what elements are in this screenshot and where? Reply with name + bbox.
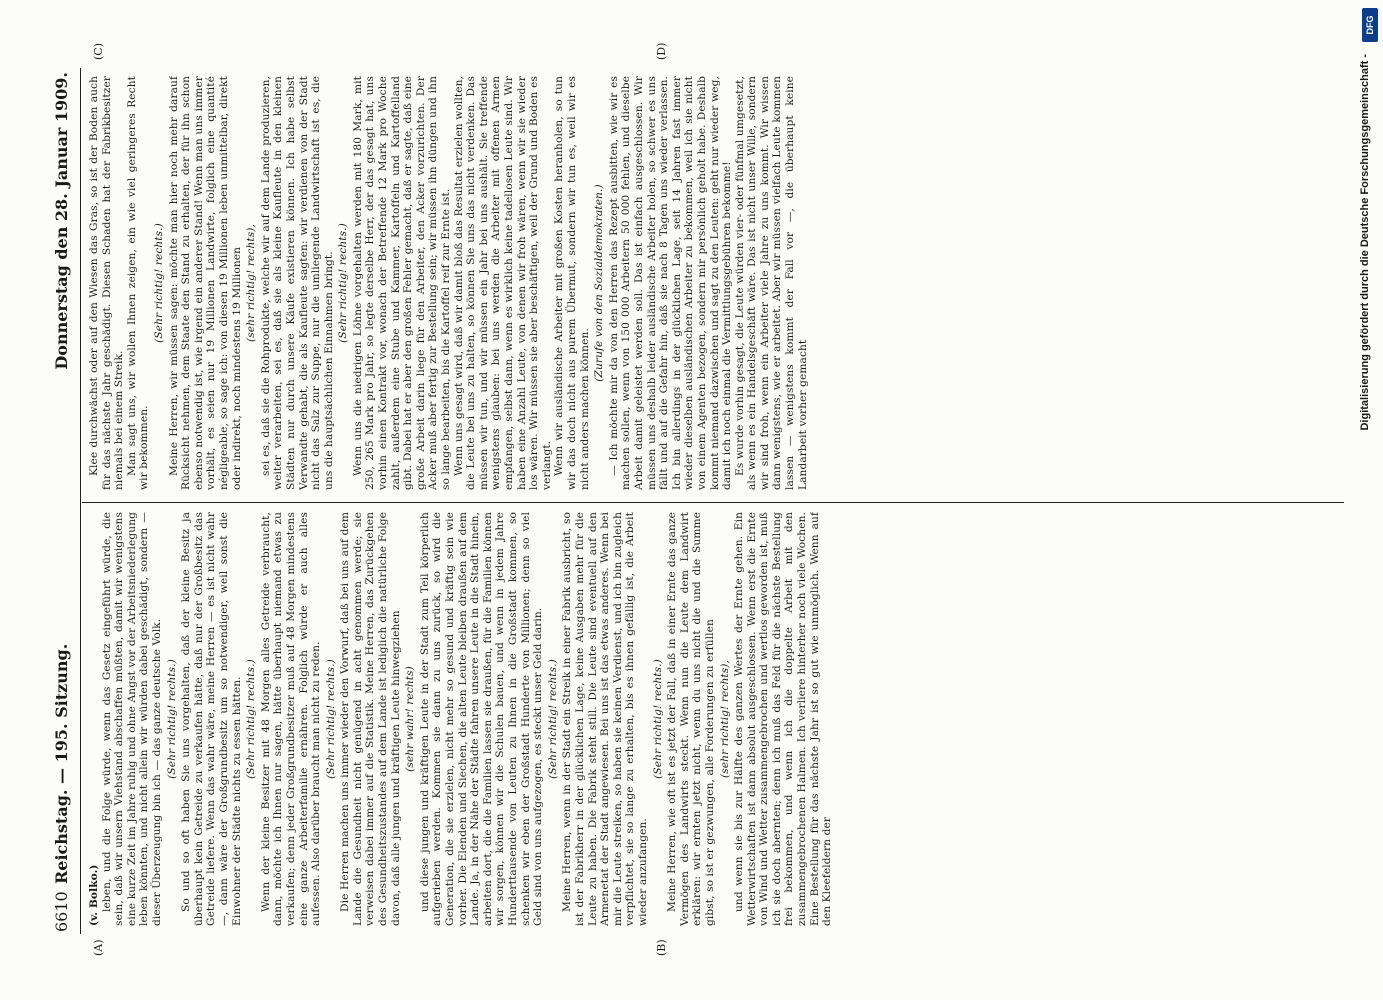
margin-letter-c: (C) bbox=[92, 43, 105, 60]
paragraph: Meine Herren, wenn in der Stadt ein Streik in einer Fabrik ausbricht, so ist der Fabrikherr in der glücklichen Lage, keine Ausgaben mehr für die Leute zu haben. Die Fabrik steht still. Die Leute sind eventuell auf den Armenetat der Stadt angewiesen. Bei uns ist das etwas anderes. Wenn bei mir die Leute streiken, so haben sie keinen Verdienst, und ich bin zugleich verpflichtet, sie so lange zu erhalten, bis es ihnen gefällig ist, die Arbeit wieder anzufangen. bbox=[561, 512, 649, 926]
interjection: (sehr wahr! rechts) bbox=[404, 666, 417, 772]
paragraph: Wenn uns die niedrigen Löhne vorgehalten werden mit 180 Mark, mit 250, 265 Mark pro Jahr, so legte derselbe Herr, der das gesagt hat, uns vorhin einen Kontrakt vor, wonach der Betreffende 12 Mark pro Woche zahlt, außerdem eine Stube und Kammer, Kartoffeln und Kartoffelland gibt. Dabei hat er aber den großen Fehler gemacht, daß er sagte, daß eine große Arbeit darin liege für den Arbeiter, den Acker vorzurichten. Der Acker muß aber fertig zur Bestellung sein; wir müssen ihn düngen und ihn so lange bearbeiten, bis die Kartoffel reif zur Ernte ist. bbox=[351, 76, 453, 490]
paragraph: So und so oft haben Sie uns vorgehalten, daß der kleine Besitz ja überhaupt kein Getreide zu verkaufen hätte, daß nur der Großbesitz das Getreide liefere. Wenn das wahr wäre, meine Herren — es ist nicht wahr —, dann wäre der Großgrundbesitz um so notwendiger, weil sonst die Einwohner der Städte nichts zu essen hätten. bbox=[180, 512, 243, 926]
paragraph: Wenn der kleine Besitzer mit 48 Morgen alles Getreide verbraucht, dann, möchte ich Ihnen nur sagen, hätte überhaupt niemand etwas zu verkaufen; denn jeder Großgrundbesitzer muß auf 48 Morgen mindestens eine ganze Arbeiterfamilie ernähren. Folglich würde er auch alles aufessen. Also darüber braucht man nicht zu reden. bbox=[259, 512, 323, 926]
interjection: (Zurufe von den Sozialdemokraten.) bbox=[593, 184, 606, 382]
interjection: (Sehr richtig! rechts.) bbox=[651, 659, 664, 779]
interjection: (sehr richtig! rechts), bbox=[718, 660, 731, 778]
margin-letter-b: (B) bbox=[655, 939, 668, 956]
page-header bbox=[52, 72, 76, 932]
interjection: (Sehr richtig! rechts.) bbox=[546, 659, 559, 779]
paragraph: Klee durchwächst oder auf den Wiesen das Gras, so ist der Boden auch für das nächste Jahr geschädigt. Diesen Schaden hat der Fabrikbesitzer niemals bei einem Streik. bbox=[88, 76, 126, 490]
right-column bbox=[88, 76, 1338, 490]
paragraph: Wenn wir ausländische Arbeiter mit großen Kosten heranholen, so tun wir das doch nicht aus purem Übermut, sondern wir tun es, weil wir es nicht anders machen können. bbox=[553, 76, 591, 490]
paragraph: Es wurde vorhin gesagt, die Leute würden vier- oder fünfmal umgesetzt, als wenn es ein Handelsgeschäft wäre. Das ist nicht unser Wille, sondern wir sind froh, wenn ein Arbeiter viele Jahre zu uns kommt. Wir wissen dann wenigstens, wie er arbeitet. Aber wir müssen vielfach Leute kommen lassen — wenigstens kommt der Fall vor —, die überhaupt keine Landarbeit vorher gemacht bbox=[733, 76, 809, 490]
paragraph: sei es, daß sie die Rohprodukte, welche wir auf dem Lande produzieren, weiter verarbeiten, sei es, daß sie als kleine Kaufleute in den kleinen Städten nur durch unsere Käufe existieren können. Ich habe selbst Verwandte gehabt, die als Kaufleute sagten: wir verdienen von der Stadt nicht das Salz zur Suppe, nur die umliegende Landwirtschaft ist es, die uns die hauptsächlichen Einnahmen bringt. bbox=[259, 76, 335, 490]
speaker-label: (v. Bolko.) bbox=[88, 864, 100, 926]
paragraph: Meine Herren, wie oft ist es jetzt der Fall, daß in einer Ernte das ganze Vermögen des Landwirts steckt. Wenn nun die Leute dem Landwirt erklären: wir ernten jetzt nicht, wenn du uns nicht die und die Summe gibst, so ist er gezwungen, alle Forderungen zu erfüllen bbox=[666, 512, 716, 926]
interjection: (sehr richtig! rechts), bbox=[245, 224, 258, 342]
column-divider bbox=[82, 502, 1344, 503]
header-date: Donnerstag den 28. Januar 1909. bbox=[52, 72, 71, 370]
interjection: (Sehr richtig! rechts.) bbox=[337, 223, 350, 343]
paragraph: Die Herren machen uns immer wieder den Vorwurf, daß bei uns auf dem Lande die Gesundheit nicht genügend in acht genommen werde; sie verweisen dabei immer auf die Statistik. Meine Herren, das Zurückgehen des Gesundheitszustandes auf dem Lande ist lediglich die natürliche Folge davon, daß alle jungen und kräftigen Leute hinwegziehen bbox=[339, 512, 402, 926]
paragraph: und wenn sie bis zur Hälfte des ganzen Wertes der Ernte gehen. Ein Wetterwirtschaften ist dann absolut ausgeschlossen. Wenn erst die Ernte von Wind und Wetter zusammengebrochen und wertlos geworden ist, muß ich sie doch abernten; denn ich muß das Feld für die nächste Bestellung frei bekommen, und wenn ich die doppelte Arbeit mit den zusammengebrochenen Halmen. Ich verliere hinterher noch viele Wochen. Eine Bestellung für das nächste Jahr ist so gut wie unmöglich. Wenn auf den Kleefeldern der bbox=[733, 512, 834, 926]
interjection: (Sehr richtig! rechts.) bbox=[245, 659, 258, 779]
paragraph: und diese jungen und kräftigen Leute in der Stadt zum Teil körperlich aufgerieben werden. Kommen sie dann zu uns zurück, so wird die Generation, die sie erzielen, nicht mehr so gesund und kräftig sein wie vorher. Die Elenden und Siechen, die alten Leute bleiben draußen auf dem Lande. Ja, in der Nähe der Städte fahren unsere Leute in die Stadt hinein, arbeiten dort, die die Familien lassen sie draußen, für die Familien können wir sorgen, können wir die Schulen bauen, und wenn in jedem Jahre Hunderttausende von Leuten zu Ihnen in die Großstadt kommen, so schenken wir eben der Großstadt Hunderte von Millionen; denn so viel Geld sind von uns aufgezogen, es steckt unser Geld darin. bbox=[418, 512, 545, 926]
header-rule bbox=[80, 68, 81, 934]
dfg-logo-text: DFG bbox=[1365, 15, 1375, 35]
page-number: 6610 bbox=[52, 891, 71, 932]
paragraph: leben, und die Folge würde, wenn das Gesetz eingeführt würde, die sein, daß wir unsern Viehstand abschaffen müßten, damit wir wenigstens eine kurze Zeit im Jahre ruhig und ohne Angst vor der Arbeitsniederlegung leben könnten, und nicht allein wir würden dabei geschädigt, sondern — dieser Überzeugung bin ich — das ganze deutsche Volk. bbox=[100, 512, 163, 926]
paragraph: Man sagt uns, wir wollen Ihnen zeigen, ein wie viel geringeres Recht wir bekommen. bbox=[125, 76, 151, 490]
margin-letter-d: (D) bbox=[655, 42, 668, 60]
paragraph: — Ich möchte mir da von den Herren das Rezept ausbitten, wie wir es machen sollen, wenn von 150 000 Arbeitern 50 000 fehlen, und dieselbe Arbeit damit geleistet werden soll. Das ist einfach ausgeschlossen. Wir müssen uns deshalb leider ausländische Arbeiter holen, so schwer es uns fällt und auf die Gefahr hin, daß sie nach 8 Tagen uns wieder verlassen. Ich bin allerdings in der glücklichen Lage, seit 14 Jahren fast immer wieder dieselben ausländischen Arbeiter zu bekommen, weil ich sie nicht von einem Agenten bezogen, sondern mir persönlich geholt habe. Deshalb kommt niemand dazwischen und sagt zu den Leuten: geht nur wieder weg, damit ich noch einmal die Vermittlungsgebühren bekomme! bbox=[607, 76, 734, 490]
header-session: Reichstag. — 195. Sitzung. bbox=[52, 643, 71, 884]
credit-text: Digitalisierung gefördert durch die Deutsche Forschungsgemeinschaft - bbox=[1359, 54, 1371, 431]
left-column bbox=[88, 512, 1338, 926]
interjection: (Sehr richtig! rechts.) bbox=[324, 659, 337, 779]
dfg-logo bbox=[1362, 8, 1378, 42]
margin-letter-a: (A) bbox=[92, 939, 105, 956]
paragraph: Wenn uns gesagt wird, daß wir damit bloß das Resultat erzielen wollten, die Leute bei uns zu halten, so können Sie uns das nicht verdenken. Das müssen wir tun, und wir müssen ein Jahr bei uns aushält. Sie treffende wenigstens glauben: bei uns werden die Arbeiter mit offenen Armen empfangen, selbst dann, wenn es wirklich keine tadellosen Leute sind. Wir haben eine Anzahl Leute, von denen wir froh wären, wenn wir sie wieder los wären. Wir müssen sie aber beschäftigen, weil der Grund und Boden es verlangt. bbox=[452, 76, 553, 490]
digitization-credit bbox=[1350, 10, 1380, 990]
interjection: (Sehr richtig! rechts.) bbox=[152, 223, 165, 343]
interjection: (Sehr richtig! rechts.) bbox=[165, 659, 178, 779]
paragraph: Meine Herren, wir müssen sagen: möchte man hier noch mehr darauf Rücksicht nehmen, dem Staate den Stand zu erhalten, der für ihn schon ebenso notwendig ist, wie irgend ein anderer Stand! Wenn man uns immer vorhält, es seien nur 19 Millionen Landwirte, folglich eine quantité négligeable, so sage ich: von diesen 19 Millionen leben unmittelbar, direkt oder indirekt, noch mindestens 19 Millionen bbox=[167, 76, 243, 490]
